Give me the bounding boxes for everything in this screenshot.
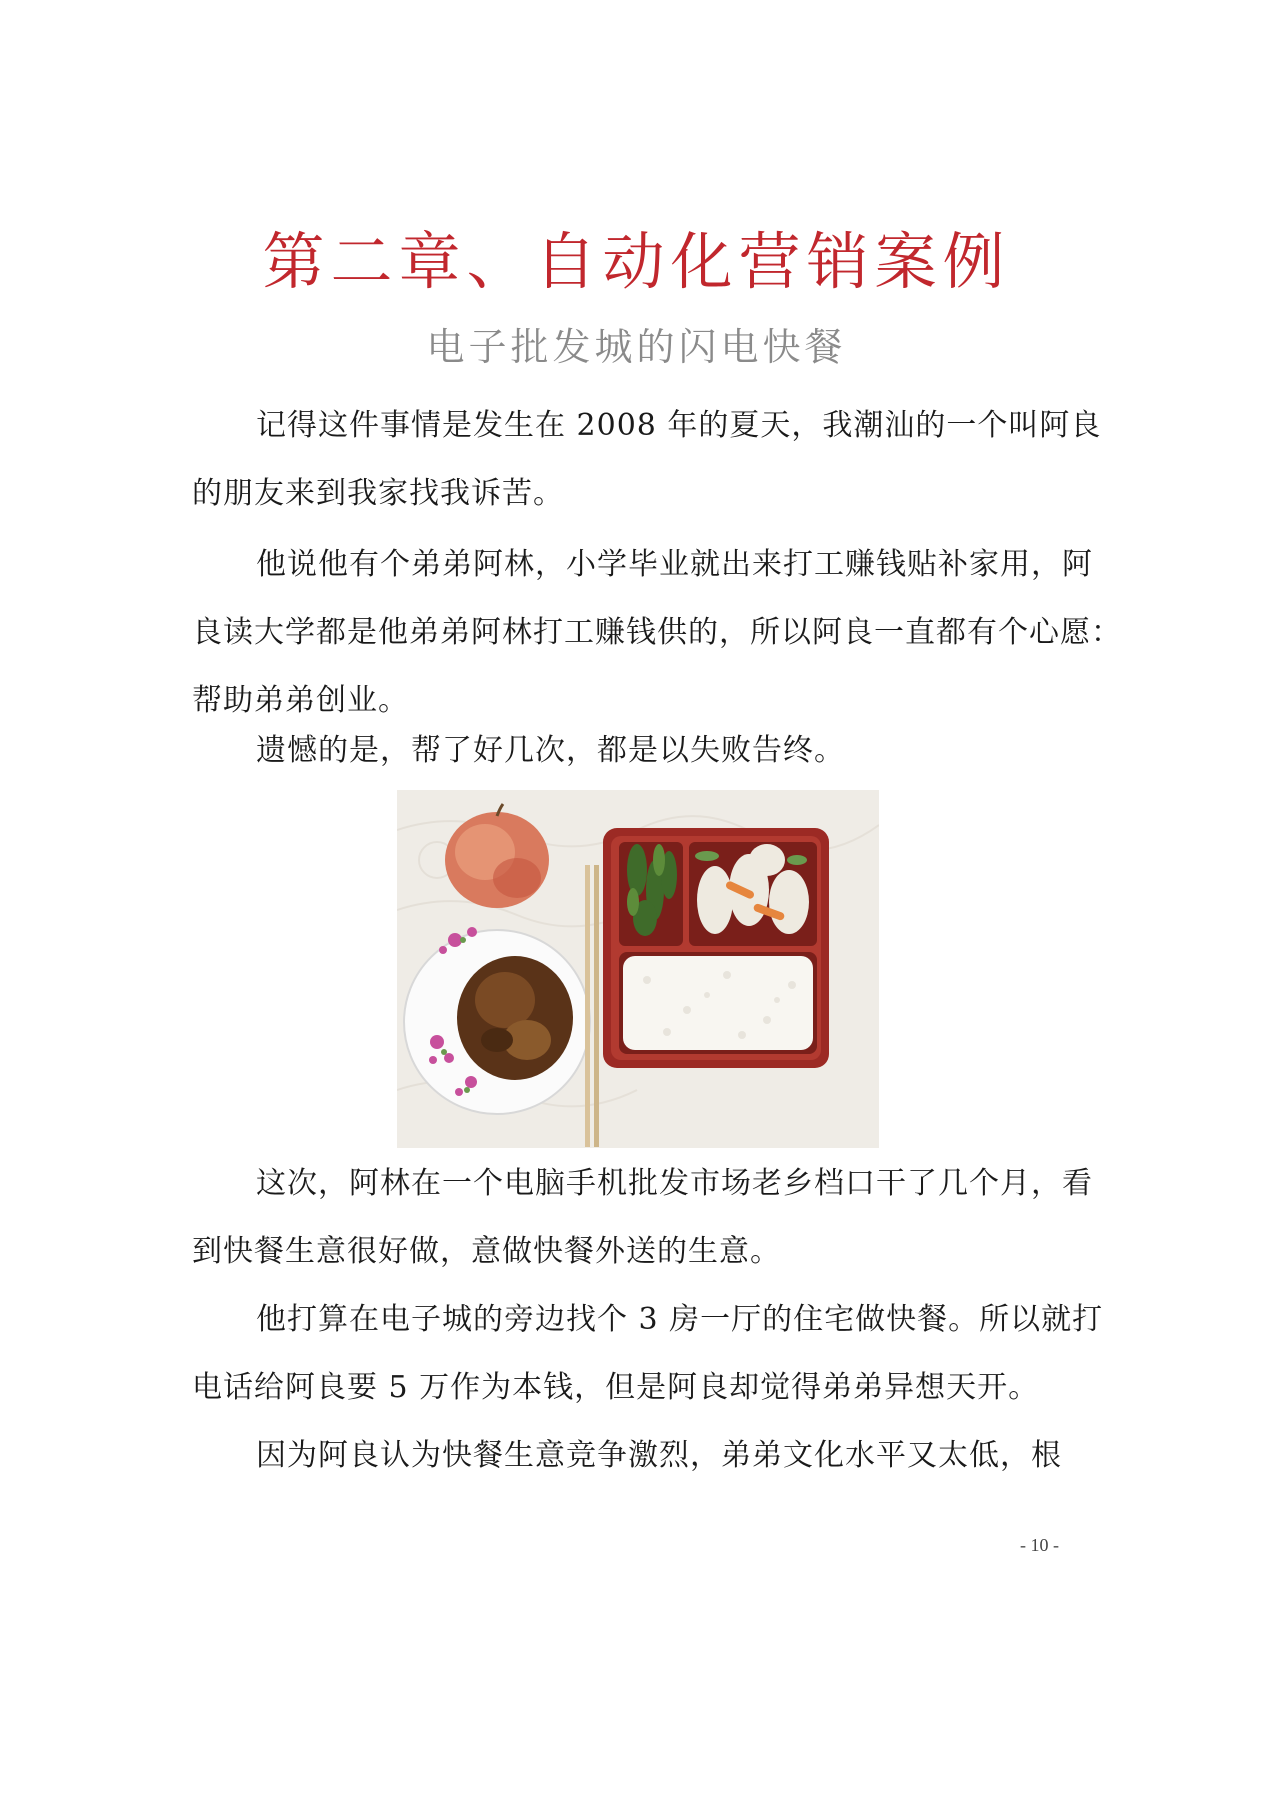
chapter-title: 第二章、自动化营销案例 bbox=[262, 225, 1011, 298]
paragraph-6: 因为阿良认为快餐生意竞争激烈，弟弟文化水平又太低，根 bbox=[256, 1438, 1062, 1473]
paragraph-3: 遗憾的是，帮了好几次，都是以失败告终。 bbox=[256, 733, 845, 768]
paragraph-2: 他说他有个弟弟阿林，小学毕业就出来打工赚钱贴补家用，阿良读大学都是他弟弟阿林打工赚钱供的，所以阿良一直都有个心愿：帮助弟弟创业。 bbox=[192, 547, 1122, 718]
paragraph-1: 记得这件事情是发生在 2008 年的夏天，我潮汕的一个叫阿良的朋友来到我家找我诉苦。 bbox=[192, 408, 1102, 511]
bento-lunch-photo bbox=[397, 790, 879, 1148]
paragraph-4: 这次，阿林在一个电脑手机批发市场老乡档口干了几个月，看到快餐生意很好做，意做快餐外送的生意。 bbox=[192, 1166, 1093, 1269]
page-number: - 10 - bbox=[1020, 1535, 1059, 1555]
paragraph-5: 他打算在电子城的旁边找个 3 房一厅的住宅做快餐。所以就打电话给阿良要 5 万作为本钱，但是阿良却觉得弟弟异想天开。 bbox=[192, 1302, 1104, 1405]
section-title: 电子批发城的闪电快餐 bbox=[426, 325, 847, 369]
